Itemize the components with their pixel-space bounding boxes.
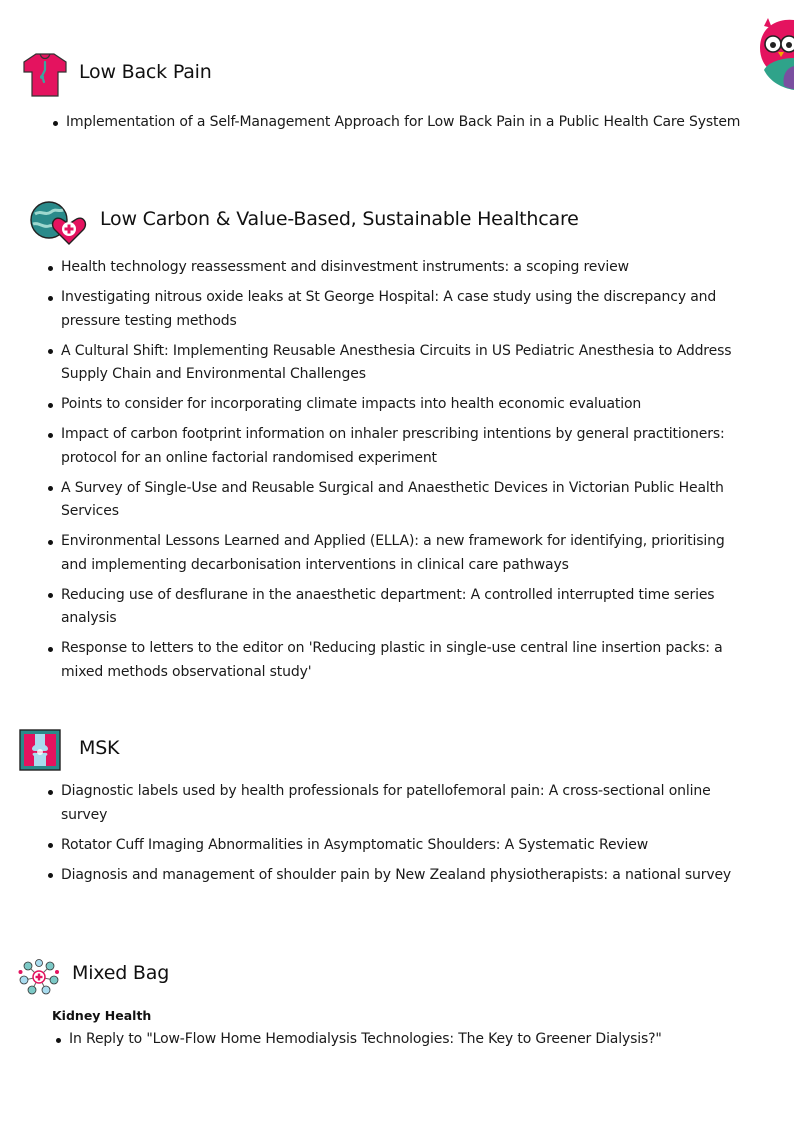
section-title-mixed-bag: Mixed Bag xyxy=(72,962,170,984)
list-item[interactable]: Diagnosis and management of shoulder pain by New Zealand physiotherapists: a national survey xyxy=(61,864,751,888)
globe-heart-icon xyxy=(29,200,89,246)
section-title-msk: MSK xyxy=(79,737,120,759)
list-item[interactable]: Investigating nitrous oxide leaks at St George Hospital: A case study using the discrepancy and pressure testing methods xyxy=(61,286,751,333)
list-item[interactable]: Reducing use of desflurane in the anaesthetic department: A controlled interrupted time series analysis xyxy=(61,584,751,631)
section-title-low-carbon: Low Carbon & Value-Based, Sustainable Healthcare xyxy=(100,208,579,230)
list-item[interactable]: Impact of carbon footprint information on inhaler prescribing intentions by general practitioners: protocol for an online factorial randomised experiment xyxy=(61,423,751,470)
list-item[interactable]: In Reply to "Low-Flow Home Hemodialysis Technologies: The Key to Greener Dialysis?" xyxy=(69,1028,759,1052)
subheading-kidney-health: Kidney Health xyxy=(52,1008,152,1023)
torso-spine-icon xyxy=(22,50,68,98)
list-item[interactable]: Points to consider for incorporating climate impacts into health economic evaluation xyxy=(61,393,751,417)
list-item[interactable]: A Cultural Shift: Implementing Reusable Anesthesia Circuits in US Pediatric Anesthesia to Address Supply Chain and Environmental Challenges xyxy=(61,340,751,387)
list-item[interactable]: Health technology reassessment and disinvestment instruments: a scoping review xyxy=(61,256,751,280)
list-item[interactable]: A Survey of Single-Use and Reusable Surgical and Anaesthetic Devices in Victorian Public Health Services xyxy=(61,477,751,524)
molecule-network-icon xyxy=(18,958,60,996)
knee-xray-icon xyxy=(19,729,61,771)
list-item[interactable]: Environmental Lessons Learned and Applied (ELLA): a new framework for identifying, prioritising and implementing decarbonisation interventions in clinical care pathways xyxy=(61,530,751,577)
section-title-low-back-pain: Low Back Pain xyxy=(79,61,212,83)
list-item[interactable]: Response to letters to the editor on 'Reducing plastic in single-use central line insertion packs: a mixed methods observational study' xyxy=(61,637,751,684)
owl-logo-icon xyxy=(756,14,794,92)
list-item[interactable]: Implementation of a Self-Management Approach for Low Back Pain in a Public Health Care System xyxy=(66,111,756,135)
list-item[interactable]: Rotator Cuff Imaging Abnormalities in Asymptomatic Shoulders: A Systematic Review xyxy=(61,834,751,858)
list-item[interactable]: Diagnostic labels used by health professionals for patellofemoral pain: A cross-sectional online survey xyxy=(61,780,751,827)
